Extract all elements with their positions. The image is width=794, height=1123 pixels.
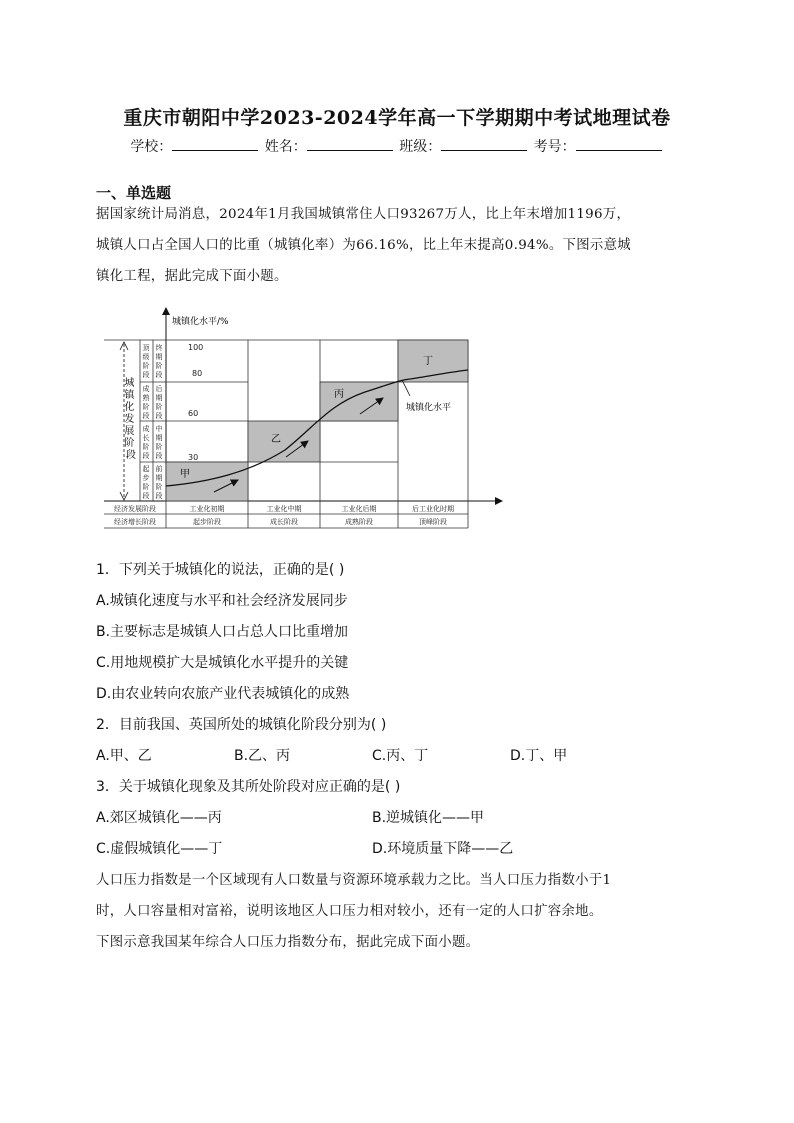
class-label: 班级： <box>399 139 442 155</box>
question-3-option-a: A.郊区城镇化——丙 <box>96 810 222 826</box>
curve-label: 城镇化水平 <box>406 403 452 413</box>
tick-80: 80 <box>192 369 203 378</box>
box-bing <box>320 382 398 421</box>
stage-label-mature-inner: 后期阶段 <box>155 385 163 420</box>
school-label: 学校： <box>130 139 173 155</box>
question-1-option-a: A.城镇化速度与水平和社会经济发展同步 <box>96 593 348 609</box>
school-blank <box>172 136 258 151</box>
question-2-option-b: B.乙、丙 <box>234 748 291 764</box>
page-title: 重庆市朝阳中学2023-2024学年高一下学期期中考试地理试卷 <box>123 107 671 129</box>
stage-label-mature-outer: 成熟阶段 <box>142 385 150 420</box>
box-label-yi: 乙 <box>271 434 281 445</box>
tick-60: 60 <box>188 409 199 418</box>
passage-2 <box>96 865 700 958</box>
left-stage-char: 镇 <box>124 390 135 401</box>
left-stage-char: 城 <box>124 378 135 389</box>
question-1-option-c: C.用地规模扩大是城镇化水平提升的关键 <box>96 655 349 671</box>
left-stage-char: 阶 <box>124 438 135 449</box>
question-1-option-d: D.由农业转向农旅产业代表城镇化的成熟 <box>96 686 350 702</box>
row1-cell: 工业化初期 <box>189 505 225 513</box>
row1-cell: 后工业化时期 <box>412 505 454 513</box>
row2-cell: 顶峰阶段 <box>419 518 447 526</box>
passage-1-line: 镇化工程，据此完成下面小题。 <box>96 269 288 284</box>
row2-cell: 成熟阶段 <box>345 518 373 526</box>
question-1-stem: 1．下列关于城镇化的说法，正确的是( ) <box>96 562 345 578</box>
question-3-option-b: B.逆城镇化——甲 <box>372 810 485 826</box>
urbanization-diagram <box>100 300 510 532</box>
box-label-jia: 甲 <box>180 469 190 480</box>
stage-label-top-inner: 终期阶段 <box>155 344 163 379</box>
left-stage-char: 发 <box>124 414 135 425</box>
left-stage-char: 展 <box>124 426 135 437</box>
stage-label-start-inner: 前期阶段 <box>155 465 163 500</box>
passage-2-line: 下图示意我国某年综合人口压力指数分布，据此完成下面小题。 <box>96 935 480 950</box>
row2-header: 经济增长阶段 <box>114 518 156 526</box>
stage-label-growth-inner: 中期阶段 <box>155 425 163 460</box>
question-2-option-d: D.丁、甲 <box>510 748 568 764</box>
box-label-ding: 丁 <box>423 356 433 367</box>
row2-cell: 成长阶段 <box>270 518 298 526</box>
name-label: 姓名： <box>264 139 307 155</box>
stage-label-top-outer: 顶级阶段 <box>142 344 150 379</box>
question-3-option-d: D.环境质量下降——乙 <box>372 841 514 857</box>
passage-1-line: 城镇人口占全国人口的比重（城镇化率）为66.16%，比上年末提高0.94%。下图示意城 <box>96 238 631 253</box>
question-3-stem: 3．关于城镇化现象及其所处阶段对应正确的是( ) <box>96 779 401 795</box>
question-2-stem: 2．目前我国、英国所处的城镇化阶段分别为( ) <box>96 717 387 733</box>
passage-1 <box>96 199 700 292</box>
row1-header: 经济发展阶段 <box>114 505 156 513</box>
section-title: 一、单选题 <box>96 184 172 202</box>
box-label-bing: 丙 <box>334 389 344 400</box>
name-blank <box>307 136 393 151</box>
question-1-option-b: B.主要标志是城镇人口占总人口比重增加 <box>96 624 349 640</box>
left-stage-label <box>124 376 137 461</box>
exam-number-label: 考号： <box>533 139 576 155</box>
exam-number-blank <box>576 136 662 151</box>
left-stage-char: 段 <box>126 450 136 461</box>
tick-100: 100 <box>188 343 204 352</box>
passage-2-line: 人口压力指数是一个区域现有人口数量与资源环境承载力之比。当人口压力指数小于1 <box>96 873 612 888</box>
stage-label-growth-outer: 成长阶段 <box>142 425 150 460</box>
question-3-option-c: C.虚假城镇化——丁 <box>96 841 223 857</box>
student-info-row <box>0 136 794 156</box>
question-2-option-a: A.甲、乙 <box>96 748 152 764</box>
stage-label-start-outer: 起步阶段 <box>142 465 150 500</box>
left-stage-char: 化 <box>124 402 135 413</box>
passage-1-line: 据国家统计局消息，2024年1月我国城镇常住人口93267万人，比上年末增加1196万， <box>96 207 631 222</box>
row1-cell: 工业化后期 <box>341 505 377 513</box>
row2-cell: 起步阶段 <box>193 518 221 526</box>
class-blank <box>441 136 527 151</box>
question-2-option-c: C.丙、丁 <box>372 748 429 764</box>
tick-30: 30 <box>188 453 199 462</box>
passage-2-line: 时，人口容量相对富裕，说明该地区人口压力相对较小，还有一定的人口扩容余地。 <box>96 904 603 919</box>
y-axis-label: 城镇化水平/% <box>172 317 229 327</box>
box-yi <box>248 421 320 462</box>
row1-cell: 工业化中期 <box>266 505 302 513</box>
